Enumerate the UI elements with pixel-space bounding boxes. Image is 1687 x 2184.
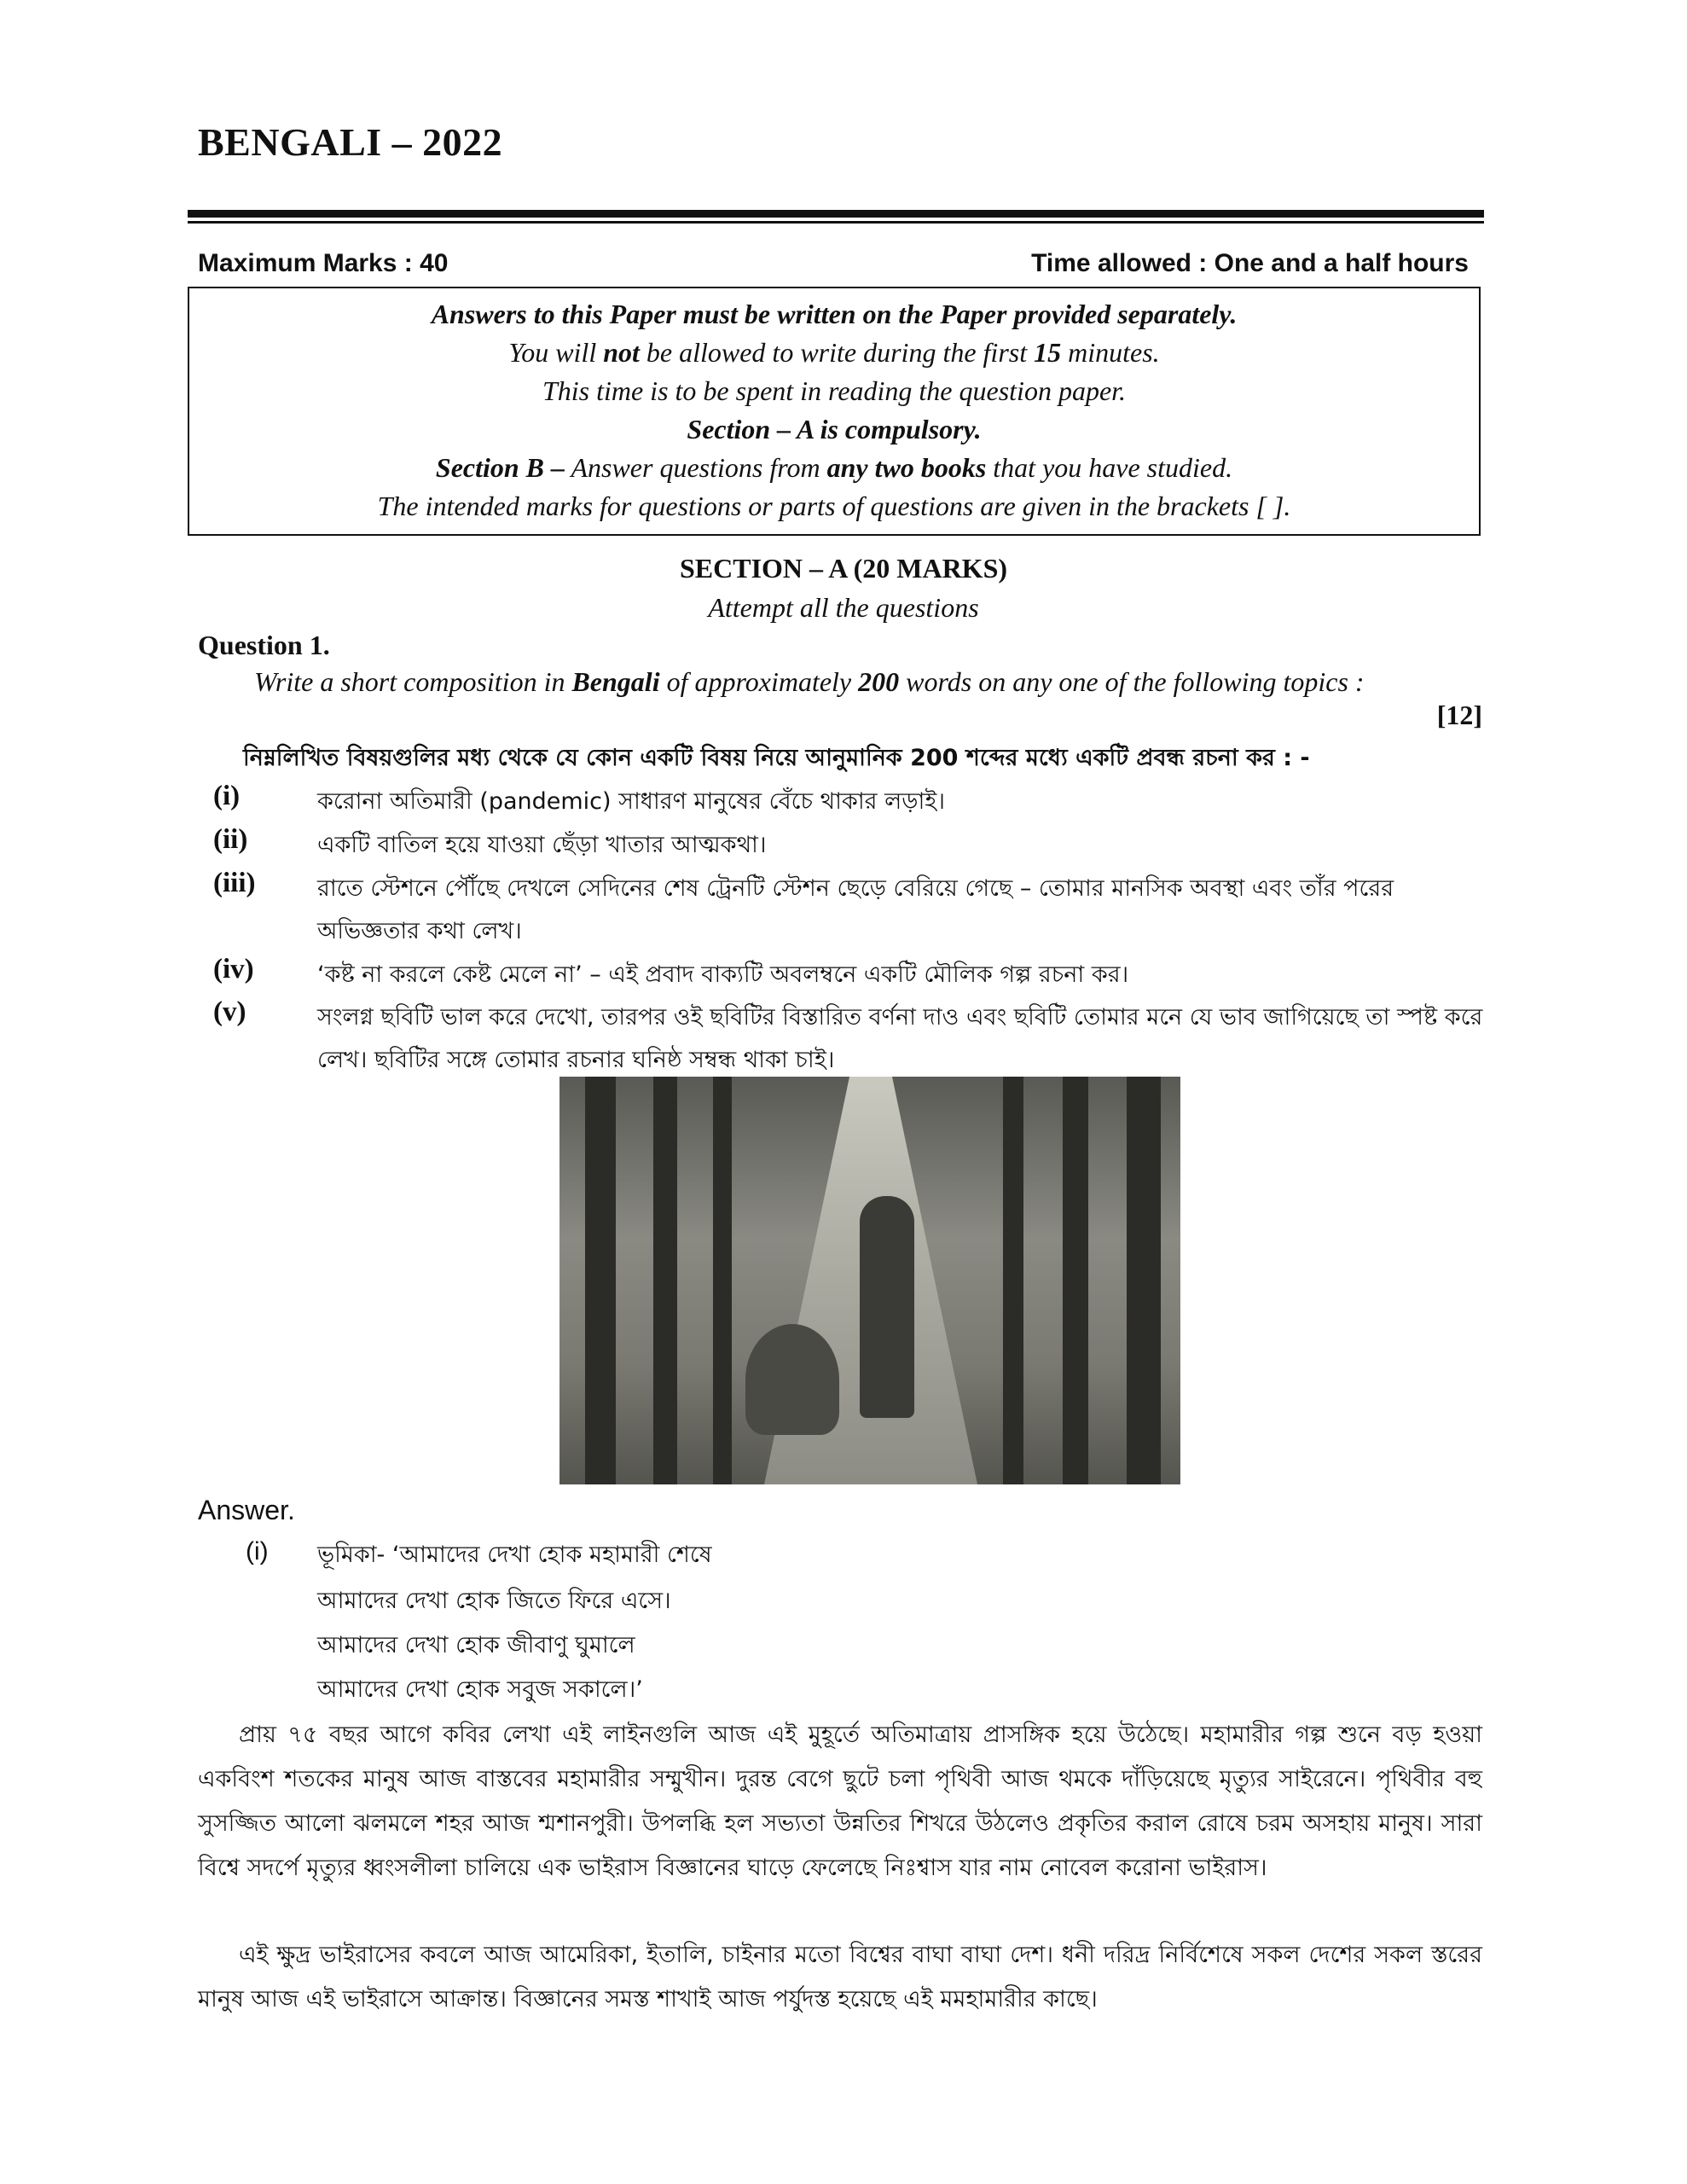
- maximum-marks: Maximum Marks : 40: [198, 249, 449, 277]
- tree-trunk: [585, 1077, 616, 1484]
- answer-label: Answer.: [198, 1495, 295, 1525]
- instruction-line-1: Answers to this Paper must be written on the Paper provided separately.: [431, 299, 1238, 329]
- question-marks: [12]: [1436, 700, 1482, 730]
- title-rule-thin: [188, 221, 1484, 224]
- title-rule-thick: [188, 210, 1484, 218]
- topic-item: [213, 954, 1484, 996]
- question-text: Write a short composition in Bengali of approximately 200 words on any one of the following topics :: [254, 666, 1365, 697]
- topic-text: একটি বাতিল হয়ে যাওয়া ছেঁড়া খাতার আত্মকথা।: [317, 832, 767, 858]
- tree-trunk: [713, 1077, 732, 1484]
- time-allowed: Time allowed : One and a half hours: [1031, 249, 1469, 277]
- instruction-line-3: This time is to be spent in reading the question paper.: [542, 375, 1127, 406]
- instruction-line-2: You will not be allowed to write during the first 15 minutes.: [508, 337, 1160, 368]
- instructions-box: [188, 287, 1481, 536]
- topic-item: [213, 996, 1484, 1082]
- topic-item: [213, 868, 1484, 953]
- poem-line: ভূমিকা- ‘আমাদের দেখা হোক মহামারী শেষে: [317, 1542, 712, 1568]
- topic-text: সংলগ্ন ছবিটি ভাল করে দেখো, তারপর ওই ছবিটির বিস্তারিত বর্ণনা দাও এবং ছবিটি তোমার মনে যে ভাব জাগিয়েছে তা স্পষ্ট করে লেখ। ছবিটির সঙ্গে তোমার রচনার ঘনিষ্ঠ সম্বন্ধ থাকা চাই।: [317, 1004, 1483, 1073]
- topic-item: [213, 824, 1484, 867]
- girl-and-dog-photo: [559, 1077, 1180, 1484]
- topic-text: করোনা অতিমারী (pandemic) সাধারণ মানুষের বেঁচে থাকার লড়াই।: [317, 788, 946, 815]
- tree-trunk: [1003, 1077, 1023, 1484]
- tree-trunk: [653, 1077, 677, 1484]
- answer-part-number: (i): [246, 1537, 269, 1565]
- answer-paragraph-1: প্রায় ৭৫ বছর আগে কবির লেখা এই লাইনগুলি আজ এই মুহূর্তে অতিমাত্রায় প্রাসঙ্গিক হয়ে উঠেছে। মহামারীর গল্প শুনে বড় হওয়া একবিংশ শতকের মানুষ আজ বাস্তবের মহামারীর সম্মুখীন। দুরন্ত বেগে ছুটে চলা পৃথিবী আজ থমকে দাঁড়িয়েছে মৃত্যুর সাইরেনে। পৃথিবীর বহু সুসজ্জিত আলো ঝলমলে শহর আজ শ্মশানপুরী। উপলব্ধি হল সভ্যতা উন্নতির শিখরে উঠলেও প্রকৃতির করাল রোষে চরম অসহায় মানুষ। সারা বিশ্বে সদর্পে মৃত্যুর ধ্বংসলীলা চালিয়ে এক ভাইরাস বিজ্ঞানের ঘাড়ে ফেলেছে নিঃশ্বাস যার নাম নোবেল করোনা ভাইরাস।: [198, 1722, 1482, 1881]
- topic-number: (iv): [213, 954, 254, 985]
- question-label: Question 1.: [198, 630, 330, 660]
- poem-line: আমাদের দেখা হোক জিতে ফিরে এসে।: [317, 1588, 671, 1614]
- child-figure: [860, 1196, 914, 1418]
- marks-time-row: [198, 249, 1469, 278]
- topic-number: (ii): [213, 824, 248, 855]
- instruction-line-5: Section B – Answer questions from any two books that you have studied.: [435, 452, 1233, 483]
- topic-number: (i): [213, 781, 241, 811]
- topic-number: (v): [213, 996, 246, 1027]
- answer-paragraph-2: এই ক্ষুদ্র ভাইরাসের কবলে আজ আমেরিকা, ইতালি, চাইনার মতো বিশ্বের বাঘা বাঘা দেশ। ধনী দরিদ্র নির্বিশেষে সকল দেশের সকল স্তরের মানুষ আজ এই ভাইরাসে আক্রান্ত। বিজ্ঞানের সমস্ত শাখাই আজ পর্যুদস্ত হয়েছে এই মমহামারীর কাছে।: [198, 1942, 1482, 2013]
- paper-title: BENGALI – 2022: [198, 120, 503, 164]
- poem-line: আমাদের দেখা হোক জীবাণু ঘুমালে: [317, 1632, 635, 1658]
- poem-line: আমাদের দেখা হোক সবুজ সকালে।’: [317, 1676, 643, 1703]
- bengali-instruction: নিম্নলিখিত বিষয়গুলির মধ্য থেকে যে কোন একটি বিষয় নিয়ে আনুমানিক 200 শব্দের মধ্যে একটি প্রবন্ধ রচনা কর : -: [243, 745, 1310, 771]
- section-subheading: Attempt all the questions: [708, 592, 979, 623]
- tree-trunk: [1063, 1077, 1088, 1484]
- instruction-line-4: Section – A is compulsory.: [687, 414, 982, 444]
- topic-item: [213, 781, 1484, 823]
- topic-number: (iii): [213, 868, 256, 898]
- topic-text: রাতে স্টেশনে পৌঁছে দেখলে সেদিনের শেষ ট্রেনটি স্টেশন ছেড়ে বেরিয়ে গেছে – তোমার মানসিক অবস্থা এবং তাঁর পরের অভিজ্ঞতার কথা লেখ।: [317, 875, 1394, 944]
- tree-trunk: [1127, 1077, 1161, 1484]
- instruction-line-6: The intended marks for questions or parts of questions are given in the brackets [ ].: [377, 491, 1291, 521]
- dog-figure: [745, 1324, 839, 1435]
- section-heading: SECTION – A (20 MARKS): [679, 553, 1008, 584]
- topic-text: ‘কষ্ট না করলে কেষ্ট মেলে না’ – এই প্রবাদ বাক্যটি অবলম্বনে একটি মৌলিক গল্প রচনা কর।: [317, 961, 1129, 988]
